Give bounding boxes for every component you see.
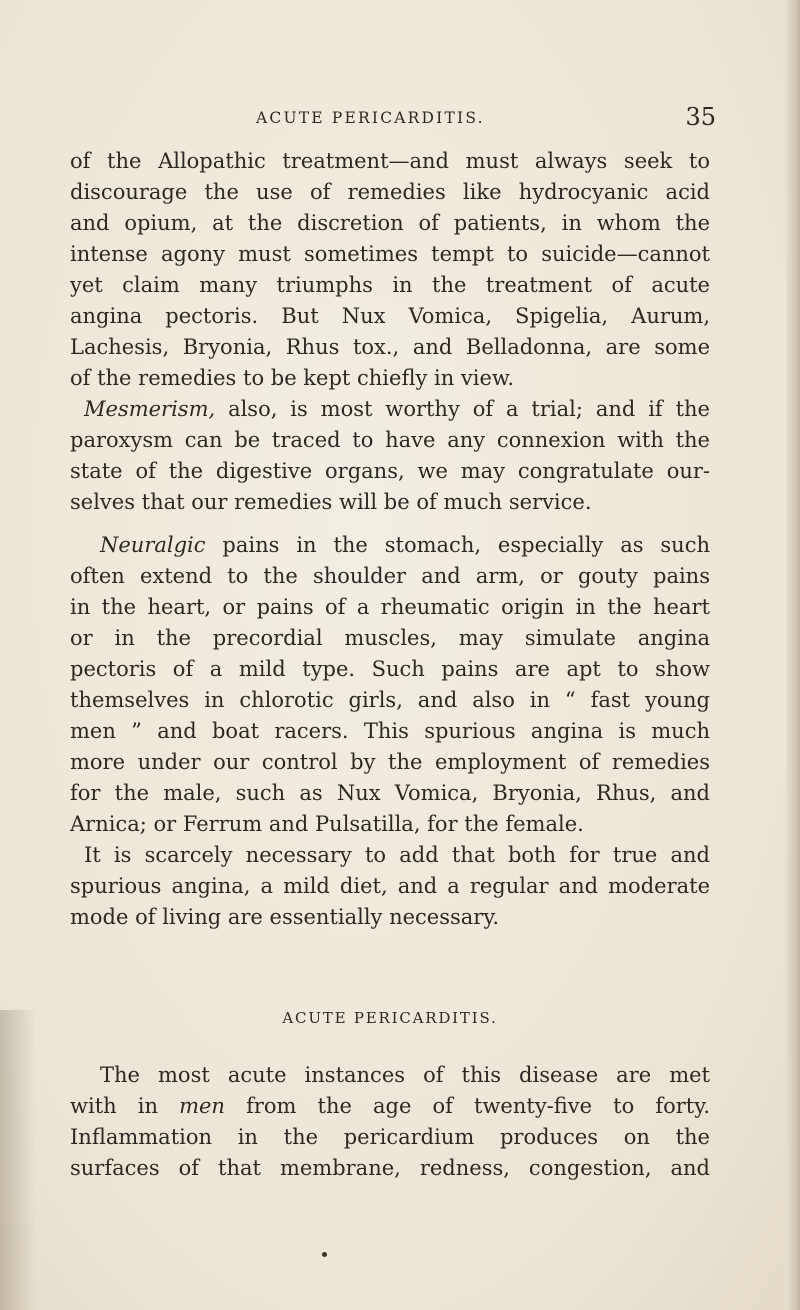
text-fragment: from the age of twenty-five to forty.	[224, 1094, 710, 1118]
text-line: intense agony must sometimes tempt to suicide—cannot	[70, 242, 710, 266]
page-shadow	[0, 1010, 36, 1310]
text-line: of the Allopathic treatment—and must always seek to	[70, 149, 710, 173]
text-fragment: with in	[70, 1094, 180, 1118]
text-line: pectoris of a mild type. Such pains are apt to show	[70, 657, 710, 681]
section-heading: ACUTE PERICARDITIS.	[282, 1009, 498, 1027]
text-fragment: also, is most worthy of a trial; and if the	[215, 397, 710, 421]
text-line: and opium, at the discretion of patients, in whom the	[70, 211, 710, 235]
text-line: The most acute instances of this disease are met	[100, 1063, 710, 1087]
text-line	[70, 1091, 710, 1122]
text-line: yet claim many triumphs in the treatment of acute	[70, 273, 710, 297]
text-fragment: pains in the stomach, especially as such	[205, 533, 710, 557]
text-line: themselves in chlorotic girls, and also in “ fast young	[70, 688, 710, 712]
text-line: for the male, such as Nux Vomica, Bryonia, Rhus, and	[70, 781, 710, 805]
paragraph-1	[70, 146, 710, 394]
page-edge	[786, 0, 800, 1310]
page-number: 35	[685, 103, 716, 131]
text-line: often extend to the shoulder and arm, or gouty pains	[70, 564, 710, 588]
text-line: mode of living are essentially necessary.	[70, 905, 500, 929]
page-header	[256, 103, 716, 133]
italic-term: Mesmerism,	[84, 397, 216, 421]
text-line: Arnica; or Ferrum and Pulsatilla, for the female.	[70, 812, 584, 836]
ink-speck	[322, 1252, 327, 1257]
italic-term: men	[179, 1094, 225, 1118]
text-line: It is scarcely necessary to add that both for true and	[84, 843, 710, 867]
paragraph-2	[70, 394, 710, 518]
running-head: ACUTE PERICARDITIS.	[256, 109, 485, 127]
text-line: paroxysm can be traced to have any connexion with the	[70, 428, 710, 452]
text-line: Lachesis, Bryonia, Rhus tox., and Belladonna, are some	[70, 335, 710, 359]
text-line	[70, 530, 710, 561]
text-line: state of the digestive organs, we may congratulate our-	[70, 459, 710, 483]
text-line: angina pectoris. But Nux Vomica, Spigelia, Aurum,	[70, 304, 710, 328]
section-paragraph	[70, 1060, 710, 1184]
text-line: Inflammation in the pericardium produces on the	[70, 1125, 710, 1149]
text-line: or in the precordial muscles, may simulate angina	[70, 626, 710, 650]
text-line: discourage the use of remedies like hydrocyanic acid	[70, 180, 710, 204]
italic-term: Neuralgic	[100, 533, 206, 557]
paragraph-3	[70, 530, 710, 840]
text-line: men ” and boat racers. This spurious angina is much	[70, 719, 710, 743]
text-line: surfaces of that membrane, redness, congestion, and	[70, 1156, 710, 1180]
text-line: of the remedies to be kept chiefly in view.	[70, 366, 515, 390]
text-line: in the heart, or pains of a rheumatic origin in the heart	[70, 595, 710, 619]
text-line: selves that our remedies will be of much service.	[70, 490, 592, 514]
text-line: more under our control by the employment of remedies	[70, 750, 710, 774]
text-line: spurious angina, a mild diet, and a regular and moderate	[70, 874, 710, 898]
text-line	[70, 394, 710, 425]
paragraph-4	[70, 840, 710, 933]
